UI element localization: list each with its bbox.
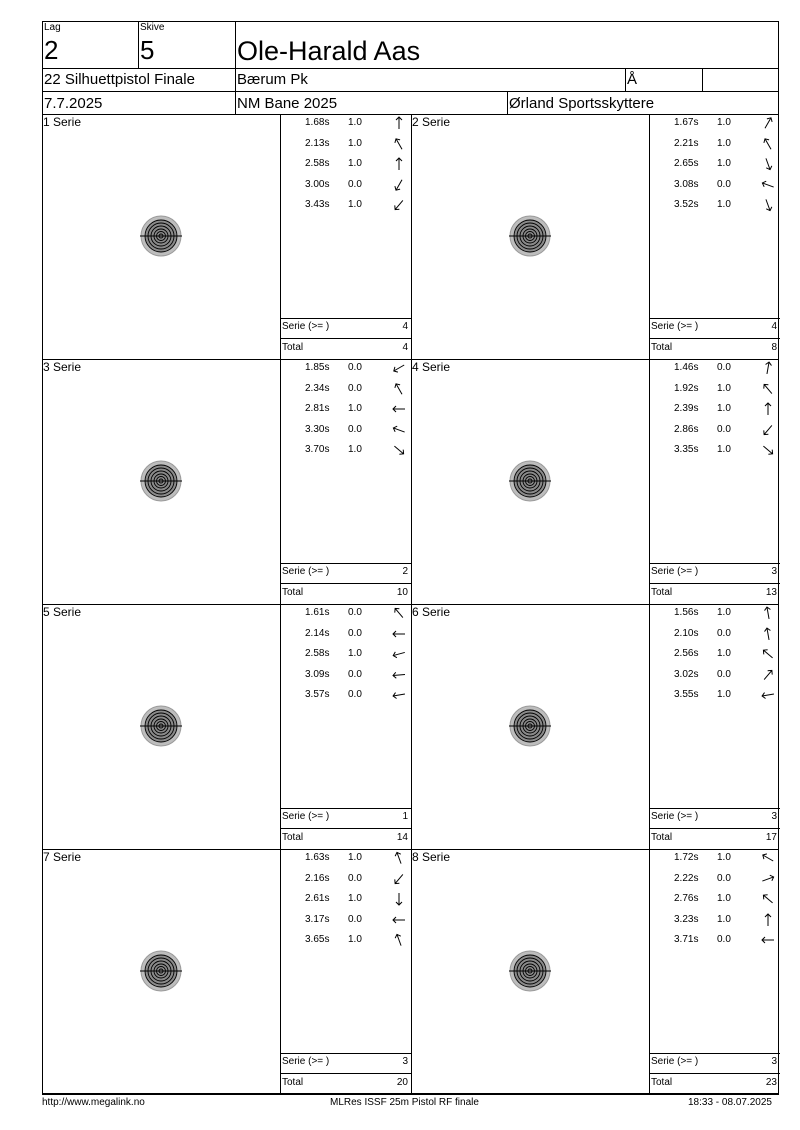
serie-sum-value: 2 xyxy=(402,566,408,577)
direction-arrow-icon xyxy=(761,443,775,457)
divider xyxy=(280,338,411,339)
divider xyxy=(649,1053,780,1054)
shot-time: 1.61s xyxy=(305,607,330,618)
shot-score: 1.0 xyxy=(717,117,731,128)
shot-time: 3.55s xyxy=(674,689,699,700)
shot-score: 0.0 xyxy=(717,872,731,884)
shot-time: 2.13s xyxy=(305,137,330,149)
series-title: 4 Serie xyxy=(412,360,451,374)
serie-sum-value: 3 xyxy=(771,811,777,822)
divider xyxy=(280,583,411,584)
direction-arrow-icon xyxy=(392,382,406,396)
direction-arrow-icon xyxy=(761,116,775,130)
lag-label: Lag xyxy=(44,22,61,33)
shot-time: 3.02s xyxy=(674,668,699,680)
shot-score: 1.0 xyxy=(717,893,731,904)
footer-timestamp: 18:33 - 08.07.2025 xyxy=(688,1097,772,1108)
total-label: Total xyxy=(282,832,304,843)
shot-time: 2.61s xyxy=(305,893,330,904)
class-code: Å xyxy=(627,71,638,88)
direction-arrow-icon xyxy=(761,178,775,192)
divider xyxy=(42,68,779,69)
organizer-name: Ørland Sportsskyttere xyxy=(509,95,655,112)
shot-time: 3.57s xyxy=(305,689,330,700)
shot-time: 1.92s xyxy=(674,382,699,394)
shot-time: 2.65s xyxy=(674,158,699,169)
shot-score: 0.0 xyxy=(348,382,362,394)
direction-arrow-icon xyxy=(761,423,775,437)
direction-arrow-icon xyxy=(392,668,406,682)
series-title: 6 Serie xyxy=(412,605,451,619)
divider xyxy=(507,91,508,114)
divider xyxy=(702,68,703,91)
serie-sum-value: 1 xyxy=(402,811,408,822)
serie-sum-value: 3 xyxy=(771,566,777,577)
shot-time: 2.16s xyxy=(305,872,330,884)
shot-time: 2.21s xyxy=(674,137,699,149)
shot-score: 1.0 xyxy=(348,893,362,904)
serie-sum-value: 4 xyxy=(771,321,777,332)
divider xyxy=(649,563,780,564)
shot-score: 1.0 xyxy=(348,852,362,863)
total-label: Total xyxy=(651,342,673,353)
total-label: Total xyxy=(282,342,304,353)
shot-score: 1.0 xyxy=(717,382,731,394)
total-value: 17 xyxy=(765,832,777,843)
divider xyxy=(649,359,650,604)
direction-arrow-icon xyxy=(761,382,775,396)
shot-time: 2.76s xyxy=(674,893,699,904)
serie-sum-value: 3 xyxy=(402,1056,408,1067)
shot-time: 2.34s xyxy=(305,382,330,394)
shot-time: 2.10s xyxy=(674,627,699,639)
divider xyxy=(42,91,779,92)
shot-time: 1.72s xyxy=(674,852,699,863)
series-title: 3 Serie xyxy=(43,360,82,374)
direction-arrow-icon xyxy=(761,851,775,865)
shot-time: 3.09s xyxy=(305,668,330,680)
shot-time: 3.43s xyxy=(305,199,330,210)
skive-label: Skive xyxy=(140,22,165,33)
divider xyxy=(280,828,411,829)
shot-score: 1.0 xyxy=(348,444,362,455)
serie-sum-label: Serie (>= ) xyxy=(282,321,330,332)
event-name: 22 Silhuettpistol Finale xyxy=(44,71,195,88)
divider xyxy=(280,318,411,319)
shot-score: 0.0 xyxy=(717,934,731,945)
divider xyxy=(411,114,412,359)
total-label: Total xyxy=(651,587,673,598)
divider xyxy=(649,828,780,829)
direction-arrow-icon xyxy=(761,198,775,212)
shot-score: 0.0 xyxy=(348,668,362,680)
direction-arrow-icon xyxy=(392,892,406,906)
shooter-name: Ole-Harald Aas xyxy=(237,36,421,66)
date: 7.7.2025 xyxy=(44,95,103,112)
shot-time: 3.30s xyxy=(305,423,330,435)
divider xyxy=(280,359,281,604)
divider xyxy=(649,1073,780,1074)
total-label: Total xyxy=(651,1077,673,1088)
shot-score: 1.0 xyxy=(348,648,362,659)
shot-score: 0.0 xyxy=(348,607,362,618)
divider xyxy=(649,604,650,849)
target-icon xyxy=(505,211,555,261)
shot-score: 1.0 xyxy=(348,199,362,210)
divider xyxy=(280,604,281,849)
skive-value: 5 xyxy=(140,35,155,65)
shot-score: 1.0 xyxy=(717,689,731,700)
shot-time: 2.14s xyxy=(305,627,330,639)
divider xyxy=(280,563,411,564)
divider xyxy=(649,849,650,1094)
total-label: Total xyxy=(651,832,673,843)
series-title: 2 Serie xyxy=(412,115,451,129)
divider xyxy=(411,359,412,604)
direction-arrow-icon xyxy=(392,933,406,947)
direction-arrow-icon xyxy=(761,606,775,620)
divider xyxy=(649,318,780,319)
direction-arrow-icon xyxy=(761,933,775,947)
shot-score: 1.0 xyxy=(717,607,731,618)
target-icon xyxy=(136,946,186,996)
shot-time: 3.23s xyxy=(674,913,699,925)
direction-arrow-icon xyxy=(392,137,406,151)
shot-score: 1.0 xyxy=(717,158,731,169)
shot-score: 1.0 xyxy=(717,137,731,149)
divider xyxy=(411,849,412,1094)
total-label: Total xyxy=(282,1077,304,1088)
serie-sum-value: 4 xyxy=(402,321,408,332)
competition-name: NM Bane 2025 xyxy=(237,95,338,112)
direction-arrow-icon xyxy=(761,668,775,682)
shot-time: 1.56s xyxy=(674,607,699,618)
serie-sum-label: Serie (>= ) xyxy=(651,566,699,577)
shot-score: 0.0 xyxy=(348,423,362,435)
direction-arrow-icon xyxy=(392,178,406,192)
shot-time: 2.81s xyxy=(305,403,330,414)
direction-arrow-icon xyxy=(761,688,775,702)
total-value: 10 xyxy=(396,587,408,598)
shot-time: 3.35s xyxy=(674,444,699,455)
divider xyxy=(649,583,780,584)
shot-score: 1.0 xyxy=(717,403,731,414)
shot-score: 1.0 xyxy=(348,934,362,945)
shot-score: 1.0 xyxy=(348,158,362,169)
divider xyxy=(280,808,411,809)
total-value: 13 xyxy=(765,587,777,598)
direction-arrow-icon xyxy=(392,157,406,171)
direction-arrow-icon xyxy=(392,851,406,865)
shot-score: 1.0 xyxy=(348,117,362,128)
shot-time: 2.56s xyxy=(674,648,699,659)
divider xyxy=(42,1094,779,1095)
shot-score: 1.0 xyxy=(348,137,362,149)
club-name: Bærum Pk xyxy=(237,71,308,88)
direction-arrow-icon xyxy=(392,402,406,416)
direction-arrow-icon xyxy=(761,872,775,886)
shot-score: 1.0 xyxy=(717,852,731,863)
shot-score: 0.0 xyxy=(348,872,362,884)
serie-sum-label: Serie (>= ) xyxy=(282,811,330,822)
direction-arrow-icon xyxy=(761,157,775,171)
shot-time: 2.39s xyxy=(674,403,699,414)
target-icon xyxy=(505,456,555,506)
divider xyxy=(280,114,281,359)
total-value: 14 xyxy=(396,832,408,843)
direction-arrow-icon xyxy=(392,606,406,620)
shot-score: 0.0 xyxy=(348,362,362,373)
direction-arrow-icon xyxy=(761,361,775,375)
divider xyxy=(280,1053,411,1054)
direction-arrow-icon xyxy=(392,913,406,927)
target-icon xyxy=(505,701,555,751)
shot-score: 0.0 xyxy=(348,627,362,639)
shot-score: 0.0 xyxy=(348,178,362,190)
divider xyxy=(625,68,626,91)
target-icon xyxy=(136,701,186,751)
shot-time: 2.58s xyxy=(305,648,330,659)
divider xyxy=(138,21,139,68)
shot-score: 1.0 xyxy=(717,444,731,455)
divider xyxy=(411,604,412,849)
direction-arrow-icon xyxy=(392,198,406,212)
footer-software: MLRes ISSF 25m Pistol RF finale xyxy=(330,1097,479,1108)
shot-score: 1.0 xyxy=(348,403,362,414)
serie-sum-label: Serie (>= ) xyxy=(651,1056,699,1067)
total-value: 20 xyxy=(396,1077,408,1088)
series-title: 1 Serie xyxy=(43,115,82,129)
serie-sum-value: 3 xyxy=(771,1056,777,1067)
direction-arrow-icon xyxy=(392,688,406,702)
shot-time: 3.08s xyxy=(674,178,699,190)
shot-time: 3.17s xyxy=(305,913,330,925)
shot-score: 0.0 xyxy=(717,668,731,680)
target-icon xyxy=(136,211,186,261)
shot-score: 0.0 xyxy=(717,423,731,435)
direction-arrow-icon xyxy=(392,627,406,641)
direction-arrow-icon xyxy=(761,892,775,906)
divider xyxy=(649,808,780,809)
shot-time: 3.71s xyxy=(674,934,699,945)
divider xyxy=(649,114,650,359)
direction-arrow-icon xyxy=(761,647,775,661)
serie-sum-label: Serie (>= ) xyxy=(651,811,699,822)
divider xyxy=(280,849,281,1094)
shot-time: 3.52s xyxy=(674,199,699,210)
footer-website: http://www.megalink.no xyxy=(42,1097,145,1108)
shot-time: 1.63s xyxy=(305,852,330,863)
total-value: 23 xyxy=(765,1077,777,1088)
total-value: 4 xyxy=(402,342,408,353)
series-title: 7 Serie xyxy=(43,850,82,864)
direction-arrow-icon xyxy=(761,402,775,416)
series-title: 8 Serie xyxy=(412,850,451,864)
shot-score: 0.0 xyxy=(717,627,731,639)
shot-time: 2.22s xyxy=(674,872,699,884)
direction-arrow-icon xyxy=(392,116,406,130)
shot-score: 1.0 xyxy=(717,648,731,659)
shot-score: 1.0 xyxy=(717,913,731,925)
total-label: Total xyxy=(282,587,304,598)
shot-time: 3.00s xyxy=(305,178,330,190)
direction-arrow-icon xyxy=(392,872,406,886)
serie-sum-label: Serie (>= ) xyxy=(282,566,330,577)
shot-time: 1.68s xyxy=(305,117,330,128)
direction-arrow-icon xyxy=(761,913,775,927)
shot-time: 1.46s xyxy=(674,362,699,373)
shot-score: 0.0 xyxy=(348,689,362,700)
shot-score: 0.0 xyxy=(717,178,731,190)
direction-arrow-icon xyxy=(761,627,775,641)
divider xyxy=(280,1073,411,1074)
series-title: 5 Serie xyxy=(43,605,82,619)
serie-sum-label: Serie (>= ) xyxy=(651,321,699,332)
shot-time: 2.86s xyxy=(674,423,699,435)
target-icon xyxy=(136,456,186,506)
shot-score: 0.0 xyxy=(717,362,731,373)
divider xyxy=(649,338,780,339)
direction-arrow-icon xyxy=(392,423,406,437)
shot-time: 3.65s xyxy=(305,934,330,945)
shot-score: 0.0 xyxy=(348,913,362,925)
direction-arrow-icon xyxy=(392,647,406,661)
direction-arrow-icon xyxy=(761,137,775,151)
shot-time: 1.85s xyxy=(305,362,330,373)
shot-time: 3.70s xyxy=(305,444,330,455)
shot-time: 1.67s xyxy=(674,117,699,128)
direction-arrow-icon xyxy=(392,361,406,375)
serie-sum-label: Serie (>= ) xyxy=(282,1056,330,1067)
direction-arrow-icon xyxy=(392,443,406,457)
total-value: 8 xyxy=(771,342,777,353)
target-icon xyxy=(505,946,555,996)
shot-time: 2.58s xyxy=(305,158,330,169)
shot-score: 1.0 xyxy=(717,199,731,210)
lag-value: 2 xyxy=(44,35,59,65)
